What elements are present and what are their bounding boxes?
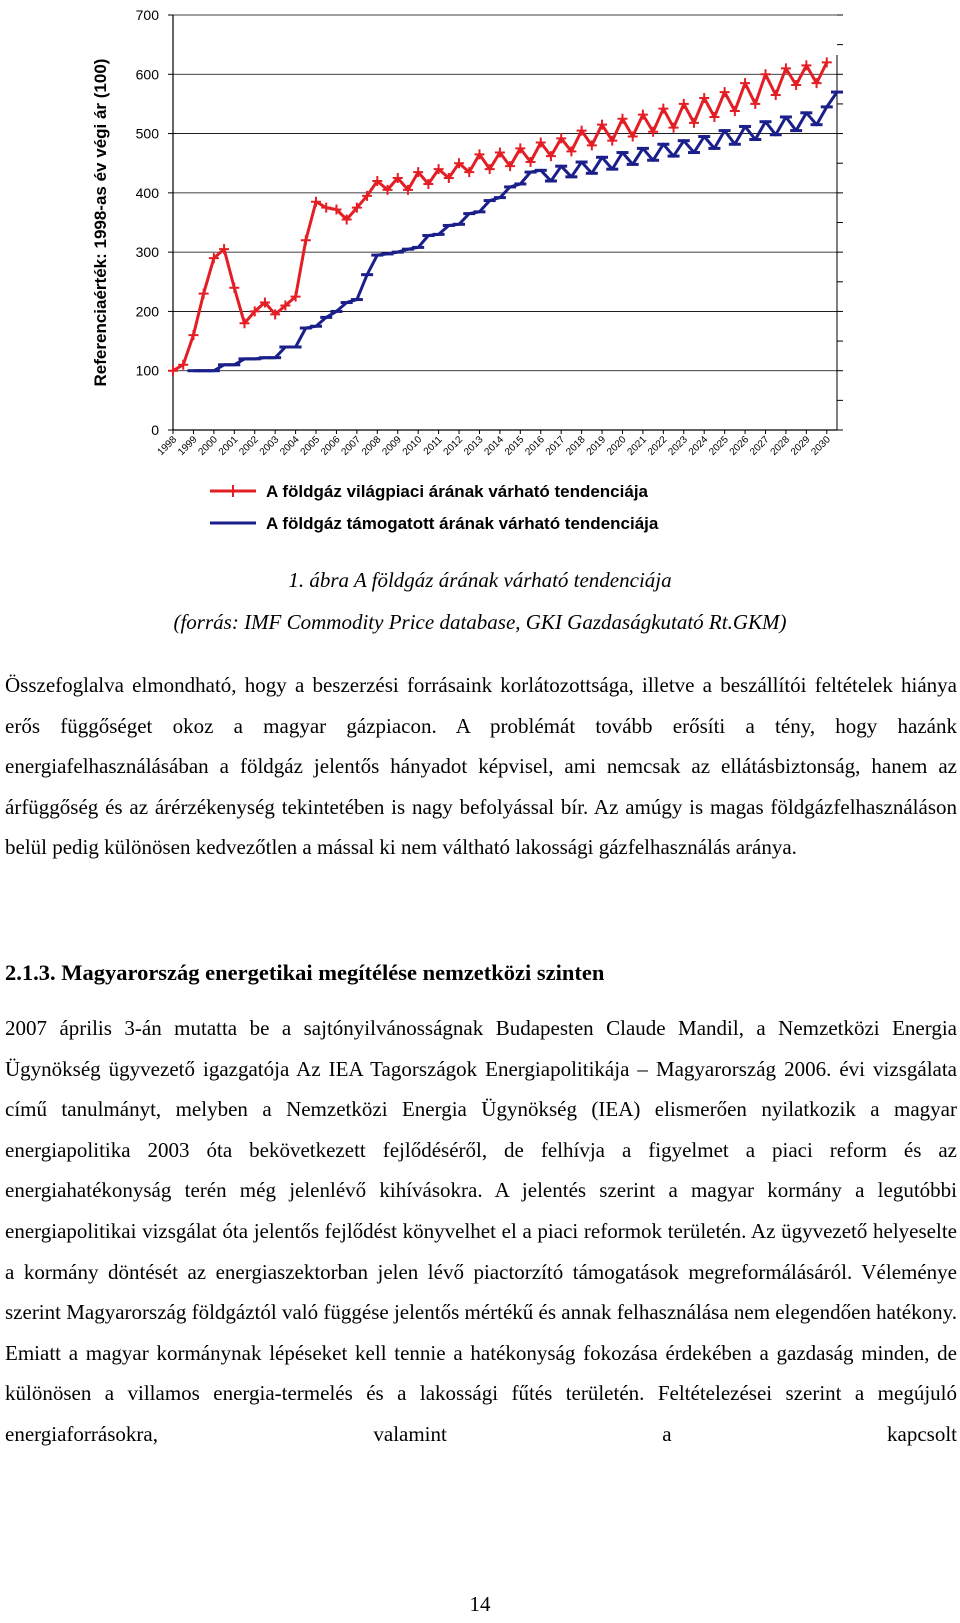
y-tick-label: 300 — [135, 244, 159, 261]
x-tick-label: 2004 — [278, 434, 302, 458]
series-point — [229, 283, 239, 293]
x-tick-label: 2008 — [359, 434, 384, 458]
x-tick-label: 2015 — [502, 434, 527, 458]
x-tick-label: 2012 — [441, 434, 466, 458]
legend-marker — [228, 485, 238, 497]
x-tick-label: 2020 — [605, 434, 629, 458]
x-tick-label: 2016 — [523, 434, 547, 458]
figure-caption: 1. ábra A földgáz árának várható tendenciája — [288, 568, 672, 592]
x-tick-label: 2026 — [727, 434, 752, 458]
legend-label: A földgáz támogatott árának várható tendenciája — [266, 514, 659, 533]
series-point — [301, 235, 311, 245]
x-tick-label: 2019 — [584, 434, 609, 458]
page-number: 14 — [469, 1592, 491, 1616]
x-tick-label: 2028 — [768, 434, 793, 458]
paragraph-iea: 2007 április 3-án mutatta be a sajtónyilvánosságnak Budapesten Claude Mandil, a Nemzetközi Energia Ügynökség ügyvezető igazgatója Az IEA Tagországok Energiapolitikája – Magyarország 2006. évi vizsgálata című tanulmányt, melyben a Nemzetközi Energia Ügynökség (IEA) elismerően nyilatkozik a magyar energiapolitika 2003 óta bekövetkezett fejlődéséről, de felhívja a figyelmet a piaci reform és az energiahatékonyság terén még jelenlévő kihívásokra. A jelentés szerint a magyar kormány a legutóbbi energiapolitikai vizsgálat óta jelentős fejlődést könyvelhet el a piaci reformok területén. Az ügyvezető helyeselte a kormány döntését az energiaszektorban jelen lévő piactorzító támogatások megreformálásáról. Véleménye szerint Magyarország földgáztól való függése jelentős mértékű és annak felhasználása nem elegendően hatékony. Emiatt a magyar kormánynak lépéseket kell tennie a hatékonyság fokozása érdekében a gazdaság minden, de különösen a villamos energia-termelés és a lakossági fűtés területén. Feltételezései szerint a megújuló energiaforrásokra, valamint a kapcsolt — [5, 1016, 958, 1446]
series-point — [199, 289, 209, 299]
y-axis-label: Referenciaérték: 1998-as év végi ár (100) — [91, 58, 110, 387]
y-tick-label: 700 — [135, 7, 159, 23]
x-tick-label: 1999 — [176, 434, 200, 458]
series-line-1 — [173, 62, 827, 370]
paragraph-summary: Összefoglalva elmondható, hogy a beszerzési forrásaink korlátozottsága, illetve a beszállítói feltételek hiánya erős függőséget okoz a magyar gázpiacon. A problémát tovább erősíti a tény, hogy hazánk energiafelhasználásában a földgáz jelentős hányadot képvisel, ami nemcsak az ellátásbiztonság, hanem az árfüggőség és az árérzékenység tekintetében is nagy befolyással bír. Az amúgy is magas földgázfelhasználáson belül pedig különösen kedvezőtlen a mással ki nem váltható lakossági gázfelhasználás aránya. — [5, 673, 957, 860]
x-tick-label: 2007 — [339, 434, 363, 458]
y-tick-label: 400 — [135, 184, 159, 201]
x-tick-label: 2002 — [237, 434, 261, 458]
series-point — [822, 57, 832, 67]
x-tick-label: 2017 — [543, 434, 568, 458]
x-tick-label: 2025 — [707, 434, 731, 458]
x-tick-label: 2021 — [625, 434, 650, 458]
y-tick-label: 0 — [151, 422, 159, 438]
chart-svg — [80, 0, 850, 555]
x-tick-label: 2013 — [462, 434, 486, 458]
x-tick-label: 2014 — [482, 434, 507, 458]
legend-label: A földgáz világpiaci árának várható tendenciája — [266, 482, 648, 501]
section-heading: 2.1.3. Magyarország energetikai megítélése nemzetközi szinten — [5, 960, 605, 985]
x-tick-label: 2030 — [809, 434, 833, 458]
chart-legend — [210, 482, 659, 533]
x-tick-label: 2024 — [686, 434, 711, 458]
x-tick-label: 2000 — [196, 434, 220, 458]
x-tick-label: 2029 — [788, 434, 813, 458]
x-tick-label: 2010 — [400, 434, 425, 458]
y-tick-label: 100 — [135, 362, 159, 379]
price-trend-chart — [80, 0, 850, 555]
y-tick-label: 200 — [135, 303, 159, 320]
y-tick-label: 500 — [135, 125, 159, 142]
series-point — [760, 69, 770, 79]
x-tick-label: 2009 — [380, 434, 404, 458]
chart-series — [168, 57, 843, 375]
x-tick-label: 2027 — [748, 434, 772, 458]
x-tick-label: 2011 — [421, 434, 445, 458]
x-tick-label: 2005 — [298, 434, 323, 458]
series-point — [188, 330, 198, 340]
x-tick-label: 2022 — [645, 434, 670, 458]
series-point — [740, 78, 750, 88]
series-point — [771, 90, 781, 100]
x-tick-label: 2001 — [216, 434, 241, 458]
series-point — [750, 99, 760, 109]
x-tick-label: 2003 — [257, 434, 282, 458]
figure-source: (forrás: IMF Commodity Price database, GKI Gazdaságkutató Rt.GKM) — [173, 610, 787, 634]
y-tick-label: 600 — [135, 66, 159, 83]
x-tick-label: 2006 — [319, 434, 343, 458]
x-tick-label: 2018 — [564, 434, 588, 458]
x-tick-label: 2023 — [666, 434, 690, 458]
x-tick-label: 1998 — [155, 434, 180, 458]
